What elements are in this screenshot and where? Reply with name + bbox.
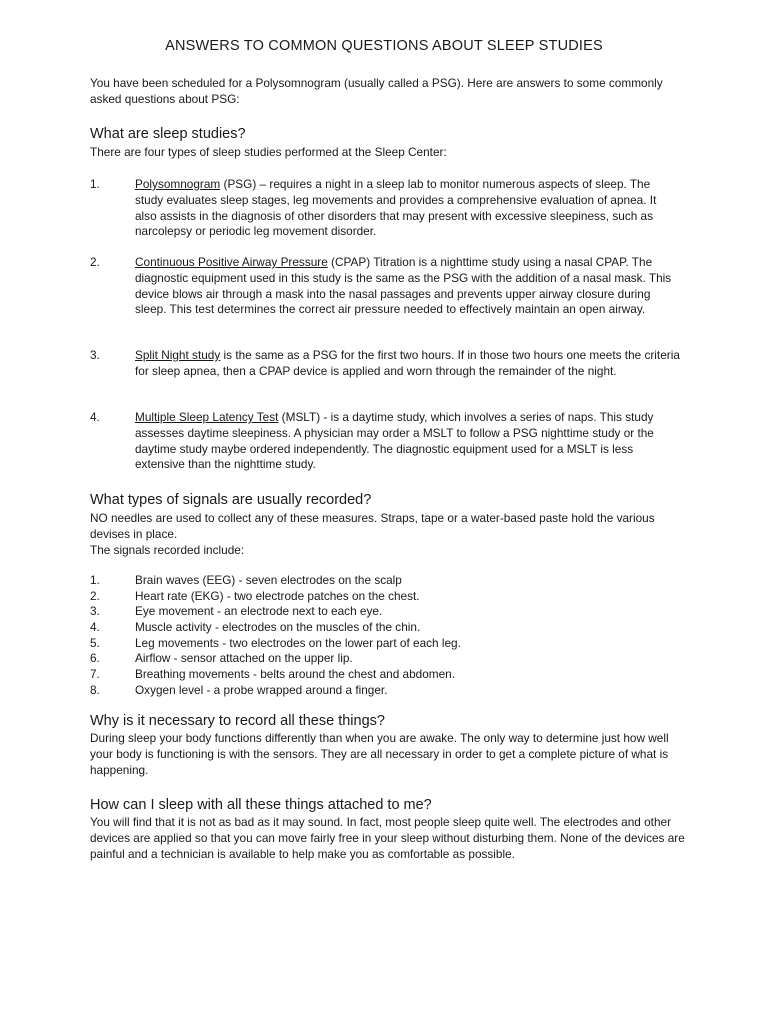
item-body <box>135 410 680 473</box>
item-number: 3. <box>90 348 100 362</box>
item-body <box>135 348 680 380</box>
item-text: (MSLT) - is a daytime study, which involves a series of naps. This study assesses daytime sleepiness. A physician may order a MSLT to follow a PSG nighttime study or the daytime study maybe ordered independently. The diagnostic equipment used for a MSLT is less extensive than the nighttime study. <box>135 410 654 472</box>
item-term: Continuous Positive Airway Pressure <box>135 255 328 269</box>
item-term: Split Night study <box>135 348 221 362</box>
section-lead-2: The signals recorded include: <box>90 543 245 557</box>
item-number: 4. <box>90 620 100 635</box>
item-text: is the same as a PSG for the first two hours. If in those two hours one meets the criteria for sleep apnea, then a CPAP device is applied and worn through the remainder of the night. <box>135 348 680 378</box>
item-number: 5. <box>90 635 100 650</box>
item-number: 2. <box>90 588 100 603</box>
item-text: Heart rate (EKG) - two electrode patches on the chest. <box>135 588 420 603</box>
item-term: Multiple Sleep Latency Test <box>135 410 279 424</box>
item-text: (CPAP) Titration is a nighttime study using a nasal CPAP. The diagnostic equipment used in this study is the same as the PSG with the addition of a nasal mask. This device blows air through a mask into the nasal passages and prevents upper airway closure during sleep. This test determines the correct air pressure needed to effectively maintain an open airway. <box>135 255 672 317</box>
item-text: Oxygen level - a probe wrapped around a finger. <box>135 682 388 697</box>
item-text: Airflow - sensor attached on the upper lip. <box>135 651 353 666</box>
item-number: 8. <box>90 682 100 697</box>
list-item <box>90 573 690 589</box>
item-number: 3. <box>90 604 100 619</box>
item-text: Eye movement - an electrode next to each eye. <box>135 604 383 619</box>
list-item <box>90 683 690 699</box>
section-body: During sleep your body functions differently than when you are awake. The only way to determine just how well your body is functioning is with the sensors. They are all necessary in order to get a complete picture of what is happening. <box>90 731 669 777</box>
item-body <box>135 177 680 240</box>
item-text: (PSG) – requires a night in a sleep lab to monitor numerous aspects of sleep. The study evaluates sleep stages, leg movements and provides a comprehensive evaluation of apnea. It also assists in the diagnosis of other disorders that may present with excessive sleepiness, such as narcolepsy or periodic leg movement disorder. <box>135 177 657 239</box>
item-term: Polysomnogram <box>135 177 221 191</box>
section-heading-how-sleep: How can I sleep with all these things attached to me? <box>90 797 432 813</box>
item-text: Brain waves (EEG) - seven electrodes on the scalp <box>135 573 402 587</box>
item-text: Leg movements - two electrodes on the lower part of each leg. <box>135 635 461 650</box>
list-item <box>90 667 690 683</box>
section-heading-sleep-studies: What are sleep studies? <box>90 126 246 142</box>
item-number: 7. <box>90 667 100 682</box>
list-item <box>90 636 690 652</box>
list-item <box>90 651 690 667</box>
signal-list <box>90 573 690 699</box>
list-item <box>90 604 690 620</box>
document-title: ANSWERS TO COMMON QUESTIONS ABOUT SLEEP STUDIES <box>165 38 603 54</box>
list-item <box>90 620 690 636</box>
section-lead: There are four types of sleep studies performed at the Sleep Center: <box>90 145 447 159</box>
item-number: 4. <box>90 410 100 424</box>
item-number: 1. <box>90 573 100 587</box>
section-heading-why-record: Why is it necessary to record all these things? <box>90 713 385 729</box>
item-number: 6. <box>90 651 100 666</box>
intro-paragraph: You have been scheduled for a Polysomnogram (usually called a PSG). Here are answers to some commonly asked questions about PSG: <box>90 76 663 106</box>
section-body: You will find that it is not as bad as it may sound. In fact, most people sleep quite well. The electrodes and other devices are applied so that you can move fairly free in your sleep without disturbing them. None of the devices are painful and a technician is available to help make you as comfortable as possible. <box>90 815 685 861</box>
list-item <box>90 589 690 605</box>
item-text: Breathing movements - belts around the chest and abdomen. <box>135 667 456 682</box>
section-lead: NO needles are used to collect any of these measures. Straps, tape or a water-based paste hold the various devises in place. <box>90 511 655 541</box>
section-heading-signals: What types of signals are usually recorded? <box>90 492 372 508</box>
item-number: 2. <box>90 255 100 269</box>
item-body <box>135 255 680 318</box>
item-number: 1. <box>90 177 100 191</box>
item-text: Muscle activity - electrodes on the muscles of the chin. <box>135 620 421 635</box>
